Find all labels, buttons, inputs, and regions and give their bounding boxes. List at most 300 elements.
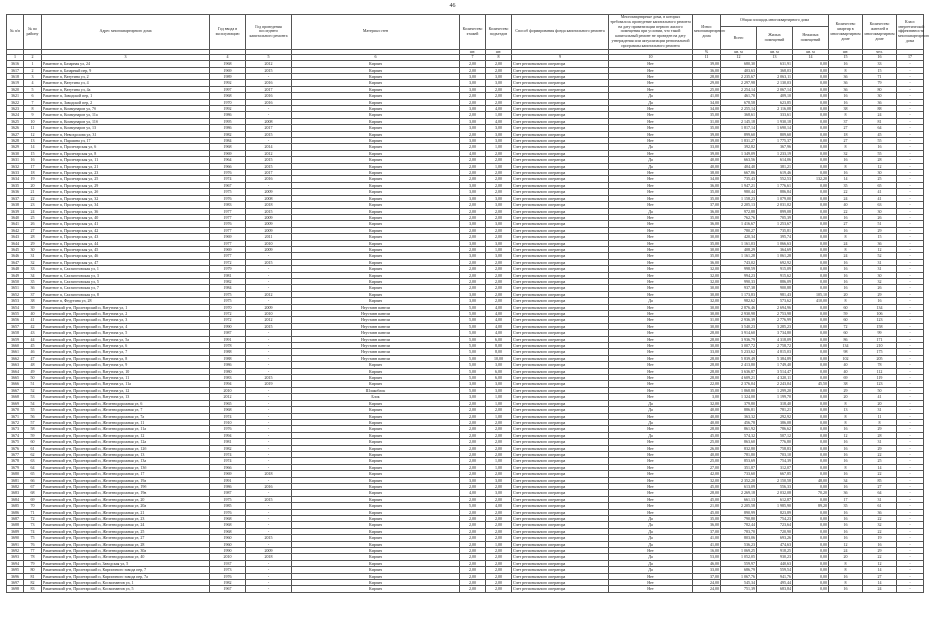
cell-area-nonresidential: 0,00: [793, 195, 829, 201]
cell-wear: 28,00: [693, 336, 721, 342]
cell-residents: 65: [863, 182, 897, 188]
cell-wear: 33,00: [693, 349, 721, 355]
cell-apartments: 36: [829, 73, 863, 79]
cell-area-total: 3 007,72: [721, 343, 757, 349]
cell-district-index: 36: [24, 285, 42, 291]
cell-wall-material: Кирпич: [292, 195, 460, 201]
cell-index: 3641: [7, 221, 24, 227]
cell-wear: 36,00: [693, 522, 721, 528]
cell-area-total: 861,92: [721, 426, 757, 432]
cell-last-repair-year: 2012: [246, 61, 292, 67]
cell-wall-material: Неуставн панели: [292, 317, 460, 323]
cell-apartments: 16: [829, 157, 863, 163]
cell-year-built: 1989: [210, 73, 246, 79]
cell-apartments: 8: [829, 567, 863, 573]
cell-wear: 21,00: [693, 503, 721, 509]
cell-area-residential: 667,85: [757, 471, 793, 477]
cell-area-nonresidential: 410,00: [793, 298, 829, 304]
cell-last-repair-year: -: [246, 464, 292, 470]
cell-year-built: 1984: [210, 285, 246, 291]
cell-wall-material: Кирпич: [292, 112, 460, 118]
cell-wear: 32,00: [693, 266, 721, 272]
cell-energy-class: -: [897, 496, 924, 502]
cell-wear: 30,00: [693, 323, 721, 329]
cell-repair-required: Нет: [609, 426, 693, 432]
cell-area-residential: 981,43: [757, 291, 793, 297]
cell-wall-material: Кирпич: [292, 176, 460, 182]
cell-apartments: 22: [829, 208, 863, 214]
cell-area-nonresidential: 45,50: [793, 381, 829, 387]
cell-area-nonresidential: 0,00: [793, 272, 829, 278]
cell-floors: 3,00: [460, 381, 486, 387]
cell-area-total: 613,09: [721, 483, 757, 489]
cell-last-repair-year: 2012: [246, 317, 292, 323]
cell-area-nonresidential: 0,00: [793, 330, 829, 336]
cell-wall-material: Кирпич: [292, 99, 460, 105]
cell-apartments: 27: [829, 221, 863, 227]
cell-address: Ракитное п, Заводской пер, 2: [42, 99, 210, 105]
cell-energy-class: -: [897, 451, 924, 457]
cell-apartments: 24: [829, 548, 863, 554]
cell-last-repair-year: -: [246, 400, 292, 406]
cell-address: Ракитное п, Пролетарская ул, 44: [42, 240, 210, 246]
cell-residents: 55: [863, 138, 897, 144]
cell-index: 3639: [7, 208, 24, 214]
cell-fund-method: Счет регионального оператора: [512, 439, 609, 445]
cell-fund-method: Счет регионального оператора: [512, 246, 609, 252]
cell-wear: 30,00: [693, 246, 721, 252]
cell-apartments: 36: [829, 86, 863, 92]
cell-wall-material: Кирпич: [292, 528, 460, 534]
col-header-floors: Количество этажей: [460, 15, 486, 50]
cell-district-index: 4: [24, 80, 42, 86]
cell-area-total: 678,58: [721, 99, 757, 105]
cell-residents: 22: [863, 516, 897, 522]
cell-address: Ракитное п, Базарный пер, 9: [42, 67, 210, 73]
cell-index: 3617: [7, 67, 24, 73]
cell-wall-material: Кирпич: [292, 214, 460, 220]
cell-residents: 28: [863, 432, 897, 438]
cell-wear: 34,00: [693, 99, 721, 105]
cell-last-repair-year: 2015: [246, 208, 292, 214]
cell-apartments: 8: [829, 234, 863, 240]
cell-last-repair-year: -: [246, 272, 292, 278]
cell-area-nonresidential: 0,00: [793, 528, 829, 534]
cell-area-total: 972,88: [721, 208, 757, 214]
cell-address: Ракитное п, Пролетарская ул, 32: [42, 195, 210, 201]
cell-floors: 3,00: [460, 118, 486, 124]
cell-last-repair-year: -: [246, 580, 292, 586]
cell-index: 3625: [7, 118, 24, 124]
cell-residents: 52: [863, 253, 897, 259]
cell-last-repair-year: -: [246, 349, 292, 355]
cell-residents: 20: [863, 400, 897, 406]
cell-wall-material: Кирпич: [292, 535, 460, 541]
table-body: [7, 61, 924, 593]
cell-area-total: 403,63: [721, 67, 757, 73]
cell-wear: 45,00: [693, 483, 721, 489]
cell-repair-required: Нет: [609, 323, 693, 329]
cell-area-nonresidential: 0,00: [793, 125, 829, 131]
cell-floors: 3,00: [460, 195, 486, 201]
cell-repair-required: Нет: [609, 458, 693, 464]
cell-index: 3693: [7, 554, 24, 560]
cell-index: 3689: [7, 528, 24, 534]
cell-floors: 3,00: [460, 189, 486, 195]
cell-repair-required: Да: [609, 163, 693, 169]
cell-district-index: 45: [24, 343, 42, 349]
cell-address: Ракитное п, Коммунаров ул, 11а: [42, 112, 210, 118]
cell-entrances: 2,00: [486, 496, 512, 502]
cell-area-residential: 899,08: [757, 208, 793, 214]
cell-address: Ракитянский р-н, Пролетарский п, Кирпичного завода пер, 7: [42, 567, 210, 573]
cell-year-built: 1968: [210, 516, 246, 522]
cell-area-total: 379,80: [721, 400, 757, 406]
cell-apartments: 16: [829, 259, 863, 265]
cell-area-nonresidential: 0,00: [793, 311, 829, 317]
cell-area-residential: 495,44: [757, 580, 793, 586]
cell-district-index: 25: [24, 214, 42, 220]
cell-index: 3651: [7, 285, 24, 291]
cell-address: Ракитное п, Ватутина ул, 4а: [42, 86, 210, 92]
cell-residents: 79: [863, 80, 897, 86]
cell-apartments: 16: [829, 535, 863, 541]
cell-address: Ракитянский р-н, Пролетарский п, Железнодорожная ул, 12: [42, 432, 210, 438]
cell-area-residential: 474,63: [757, 541, 793, 547]
cell-apartments: 12: [829, 432, 863, 438]
cell-index: 3667: [7, 387, 24, 393]
cell-area-nonresidential: 0,00: [793, 426, 829, 432]
cell-repair-required: Нет: [609, 439, 693, 445]
cell-area-residential: 614,06: [757, 157, 793, 163]
cell-energy-class: -: [897, 272, 924, 278]
cell-fund-method: Счет регионального оператора: [512, 163, 609, 169]
cell-area-total: 781,80: [721, 451, 757, 457]
cell-district-index: 75: [24, 535, 42, 541]
cell-address: Ракитное п, Пролетарская ул, 25: [42, 176, 210, 182]
cell-area-total: 890,99: [721, 509, 757, 515]
cell-energy-class: -: [897, 317, 924, 323]
cell-area-nonresidential: 0,00: [793, 541, 829, 547]
cell-area-nonresidential: 0,00: [793, 509, 829, 515]
cell-index: 3655: [7, 311, 24, 317]
cell-area-total: 782,44: [721, 522, 757, 528]
cell-fund-method: Счет регионального оператора: [512, 471, 609, 477]
cell-wall-material: Кирпич: [292, 368, 460, 374]
cell-district-index: 71: [24, 509, 42, 515]
cell-floors: 2,00: [460, 548, 486, 554]
cell-residents: 31: [863, 496, 897, 502]
cell-year-built: 1982: [210, 278, 246, 284]
cell-district-index: 41: [24, 317, 42, 323]
cell-last-repair-year: -: [246, 426, 292, 432]
cell-last-repair-year: 2009: [246, 221, 292, 227]
cell-year-built: 1976: [210, 195, 246, 201]
cell-fund-method: Счет регионального оператора: [512, 336, 609, 342]
cell-repair-required: Нет: [609, 387, 693, 393]
cell-year-built: 1986: [210, 362, 246, 368]
cell-area-total: 2 255,14: [721, 106, 757, 112]
cell-last-repair-year: -: [246, 73, 292, 79]
cell-fund-method: Счет регионального оператора: [512, 278, 609, 284]
cell-fund-method: Счет регионального оператора: [512, 195, 609, 201]
cell-entrances: 8,00: [486, 349, 512, 355]
cell-address: Ракитянский р-н, Пролетарский п, Железнодорожная ул, 24: [42, 522, 210, 528]
cell-energy-class: -: [897, 362, 924, 368]
cell-index: 3618: [7, 73, 24, 79]
cell-wall-material: Кирпич: [292, 234, 460, 240]
cell-wear: 35,00: [693, 516, 721, 522]
cell-fund-method: Счет регионального оператора: [512, 432, 609, 438]
cell-area-total: 2 930,98: [721, 311, 757, 317]
cell-entrances: 2,00: [486, 483, 512, 489]
cell-residents: 22: [863, 554, 897, 560]
cell-year-built: 1965: [210, 400, 246, 406]
cell-last-repair-year: -: [246, 330, 292, 336]
cell-index: 3656: [7, 317, 24, 323]
cell-district-index: 46: [24, 349, 42, 355]
cell-wall-material: Кирпич: [292, 67, 460, 73]
cell-wear: 53,00: [693, 554, 721, 560]
cell-fund-method: Счет регионального оператора: [512, 419, 609, 425]
cell-area-residential: 754,39: [757, 458, 793, 464]
cell-last-repair-year: 2014: [246, 144, 292, 150]
cell-index: 3683: [7, 490, 24, 496]
cell-area-nonresidential: 0,00: [793, 234, 829, 240]
cell-entrances: 2,00: [486, 176, 512, 182]
cell-energy-class: -: [897, 483, 924, 489]
cell-area-total: 980,44: [721, 189, 757, 195]
cell-residents: 61: [863, 503, 897, 509]
cell-wall-material: Кирпич: [292, 285, 460, 291]
cell-area-total: 899,60: [721, 131, 757, 137]
cell-address: Ракитянский р-н, Пролетарский п, Ватутина ул, 11: [42, 375, 210, 381]
cell-area-total: 574,32: [721, 432, 757, 438]
cell-apartments: 16: [829, 509, 863, 515]
cell-index: 3637: [7, 195, 24, 201]
cell-energy-class: -: [897, 86, 924, 92]
cell-district-index: 67: [24, 483, 42, 489]
cell-energy-class: -: [897, 464, 924, 470]
cell-year-built: 1968: [210, 93, 246, 99]
cell-floors: 2,00: [460, 439, 486, 445]
cell-area-residential: 5 384,89: [757, 355, 793, 361]
cell-repair-required: Нет: [609, 266, 693, 272]
cell-floors: 3,00: [460, 86, 486, 92]
cell-district-index: 77: [24, 548, 42, 554]
cell-area-nonresidential: 0,00: [793, 144, 829, 150]
cell-address: Ракитянский р-н, Пролетарский п, Заводская ул, 5: [42, 560, 210, 566]
cell-area-total: 937,38: [721, 285, 757, 291]
cell-floors: 2,00: [460, 163, 486, 169]
cell-index: 3620: [7, 86, 24, 92]
cell-wall-material: Кирпич: [292, 266, 460, 272]
cell-area-residential: 1 253,67: [757, 221, 793, 227]
cell-area-residential: 552,53: [757, 176, 793, 182]
cell-address: Ракитянский р-н, Пролетарский п, Железнодорожная ул, 30а: [42, 548, 210, 554]
cell-area-residential: 758,83: [757, 445, 793, 451]
cell-apartments: 16: [829, 227, 863, 233]
cell-index: 3661: [7, 349, 24, 355]
cell-area-nonresidential: 0,00: [793, 163, 829, 169]
cell-repair-required: Нет: [609, 464, 693, 470]
cell-district-index: 53: [24, 394, 42, 400]
cell-area-total: 1 349,09: [721, 150, 757, 156]
cell-address: Ракитянский р-н, Пролетарский п, Железнодорожная ул, 11: [42, 419, 210, 425]
cell-repair-required: Да: [609, 541, 693, 547]
cell-energy-class: -: [897, 195, 924, 201]
cell-floors: 2,00: [460, 516, 486, 522]
cell-area-residential: 886,84: [757, 189, 793, 195]
column-index-cell: 8: [486, 55, 512, 61]
cell-wear: 30,00: [693, 234, 721, 240]
cell-wall-material: Кирпич: [292, 157, 460, 163]
cell-repair-required: Да: [609, 567, 693, 573]
cell-repair-required: Нет: [609, 394, 693, 400]
cell-apartments: 17: [829, 496, 863, 502]
cell-last-repair-year: -: [246, 112, 292, 118]
cell-index: 3682: [7, 483, 24, 489]
cell-fund-method: Счет регионального оператора: [512, 503, 609, 509]
cell-wall-material: Кирпич: [292, 259, 460, 265]
cell-fund-method: Счет регионального оператора: [512, 259, 609, 265]
cell-energy-class: -: [897, 368, 924, 374]
cell-index: 3678: [7, 458, 24, 464]
cell-energy-class: -: [897, 554, 924, 560]
cell-year-built: 1975: [210, 291, 246, 297]
cell-year-built: 1973: [210, 567, 246, 573]
cell-wear: 16,00: [693, 548, 721, 554]
cell-area-residential: 1 690,14: [757, 125, 793, 131]
cell-energy-class: -: [897, 471, 924, 477]
cell-area-total: 1 161,28: [721, 253, 757, 259]
cell-area-residential: 754,23: [757, 516, 793, 522]
cell-wall-material: Кирпич: [292, 362, 460, 368]
cell-last-repair-year: 2018: [246, 202, 292, 208]
cell-floors: 2,00: [460, 445, 486, 451]
cell-apartments: 16: [829, 586, 863, 592]
cell-district-index: 35: [24, 278, 42, 284]
cell-index: 3647: [7, 259, 24, 265]
cell-year-built: 2012: [210, 394, 246, 400]
cell-wall-material: Кирпич: [292, 503, 460, 509]
unit-cell: кв. м: [793, 49, 829, 55]
cell-entrances: 2,00: [486, 439, 512, 445]
cell-last-repair-year: -: [246, 278, 292, 284]
cell-wall-material: Кирпич: [292, 272, 460, 278]
cell-address: Ракитянский р-н, Пролетарский п, Ватутина ул, 8: [42, 355, 210, 361]
cell-apartments: 16: [829, 573, 863, 579]
cell-wear: 45,00: [693, 509, 721, 515]
cell-year-built: 1980: [210, 368, 246, 374]
cell-apartments: 20: [829, 394, 863, 400]
cell-year-built: 1974: [210, 458, 246, 464]
cell-floors: 3,00: [460, 291, 486, 297]
cell-last-repair-year: 2016: [246, 93, 292, 99]
cell-energy-class: -: [897, 298, 924, 304]
cell-residents: 51: [863, 221, 897, 227]
cell-year-built: 1985: [210, 503, 246, 509]
cell-residents: 25: [863, 458, 897, 464]
cell-entrances: 3,00: [486, 195, 512, 201]
cell-year-built: 1977: [210, 214, 246, 220]
cell-last-repair-year: -: [246, 298, 292, 304]
cell-wall-material: Кирпич: [292, 580, 460, 586]
cell-area-residential: 705,39: [757, 214, 793, 220]
cell-district-index: 50: [24, 375, 42, 381]
cell-address: Ракитянский р-н, Пролетарский п, Ватутина ул, 12: [42, 387, 210, 393]
cell-year-built: 1988: [210, 349, 246, 355]
column-index-cell: 2: [24, 55, 42, 61]
cell-entrances: 2,00: [486, 93, 512, 99]
cell-residents: 99: [863, 330, 897, 336]
cell-wall-material: Кирпич: [292, 150, 460, 156]
col-header-entrances: Количество подъездов: [486, 15, 512, 50]
column-index-cell: 9: [512, 55, 609, 61]
cell-residents: 64: [863, 490, 897, 496]
cell-wear: 39,00: [693, 138, 721, 144]
cell-year-built: 1960: [210, 535, 246, 541]
cell-fund-method: Счет регионального оператора: [512, 131, 609, 137]
cell-floors: 2,00: [460, 246, 486, 252]
col-header-last-repair-year: Год проведения последнего капитального ремонта: [246, 15, 292, 50]
cell-year-built: 1972: [210, 317, 246, 323]
cell-area-total: 3 914,60: [721, 330, 757, 336]
cell-energy-class: -: [897, 541, 924, 547]
cell-address: Ракитное п, Пролетарская ул, 2б: [42, 189, 210, 195]
cell-wall-material: Кирпич: [292, 125, 460, 131]
cell-wear: 25,00: [693, 458, 721, 464]
cell-year-built: 1987: [210, 490, 246, 496]
cell-year-built: 1970: [210, 99, 246, 105]
cell-area-total: 536,23: [721, 541, 757, 547]
cell-floors: 5,00: [460, 311, 486, 317]
cell-address: Ракитное п, Сахзаготовская ул, 1: [42, 266, 210, 272]
cell-wear: 28,00: [693, 355, 721, 361]
cell-residents: 29: [863, 445, 897, 451]
cell-address: Ракитянский р-н, Пролетарский п, Ватутина ул, 6: [42, 343, 210, 349]
cell-area-nonresidential: 0,00: [793, 221, 829, 227]
cell-area-residential: 692,92: [757, 259, 793, 265]
cell-address: Ракитянский р-н, Пролетарский п, Железнодорожная ул, 40: [42, 554, 210, 560]
cell-repair-required: Да: [609, 560, 693, 566]
cell-apartments: 29: [829, 387, 863, 393]
column-index-cell: 12: [721, 55, 757, 61]
cell-floors: 4,00: [460, 490, 486, 496]
cell-energy-class: -: [897, 118, 924, 124]
cell-repair-required: Нет: [609, 451, 693, 457]
cell-last-repair-year: -: [246, 182, 292, 188]
cell-apartments: 8: [829, 413, 863, 419]
cell-year-built: 1982: [210, 445, 246, 451]
cell-residents: 12: [863, 246, 897, 252]
cell-repair-required: Нет: [609, 106, 693, 112]
cell-fund-method: Счет регионального оператора: [512, 93, 609, 99]
cell-residents: 22: [863, 451, 897, 457]
column-index-cell: 17: [897, 55, 924, 61]
cell-repair-required: Нет: [609, 490, 693, 496]
cell-last-repair-year: -: [246, 106, 292, 112]
cell-energy-class: -: [897, 93, 924, 99]
cell-apartments: 34: [829, 477, 863, 483]
cell-area-nonresidential: 0,00: [793, 278, 829, 284]
cell-fund-method: Счет регионального оператора: [512, 490, 609, 496]
cell-energy-class: -: [897, 67, 924, 73]
cell-area-residential: 823,89: [757, 509, 793, 515]
cell-energy-class: -: [897, 516, 924, 522]
cell-area-total: 2 254,14: [721, 86, 757, 92]
cell-energy-class: -: [897, 125, 924, 131]
